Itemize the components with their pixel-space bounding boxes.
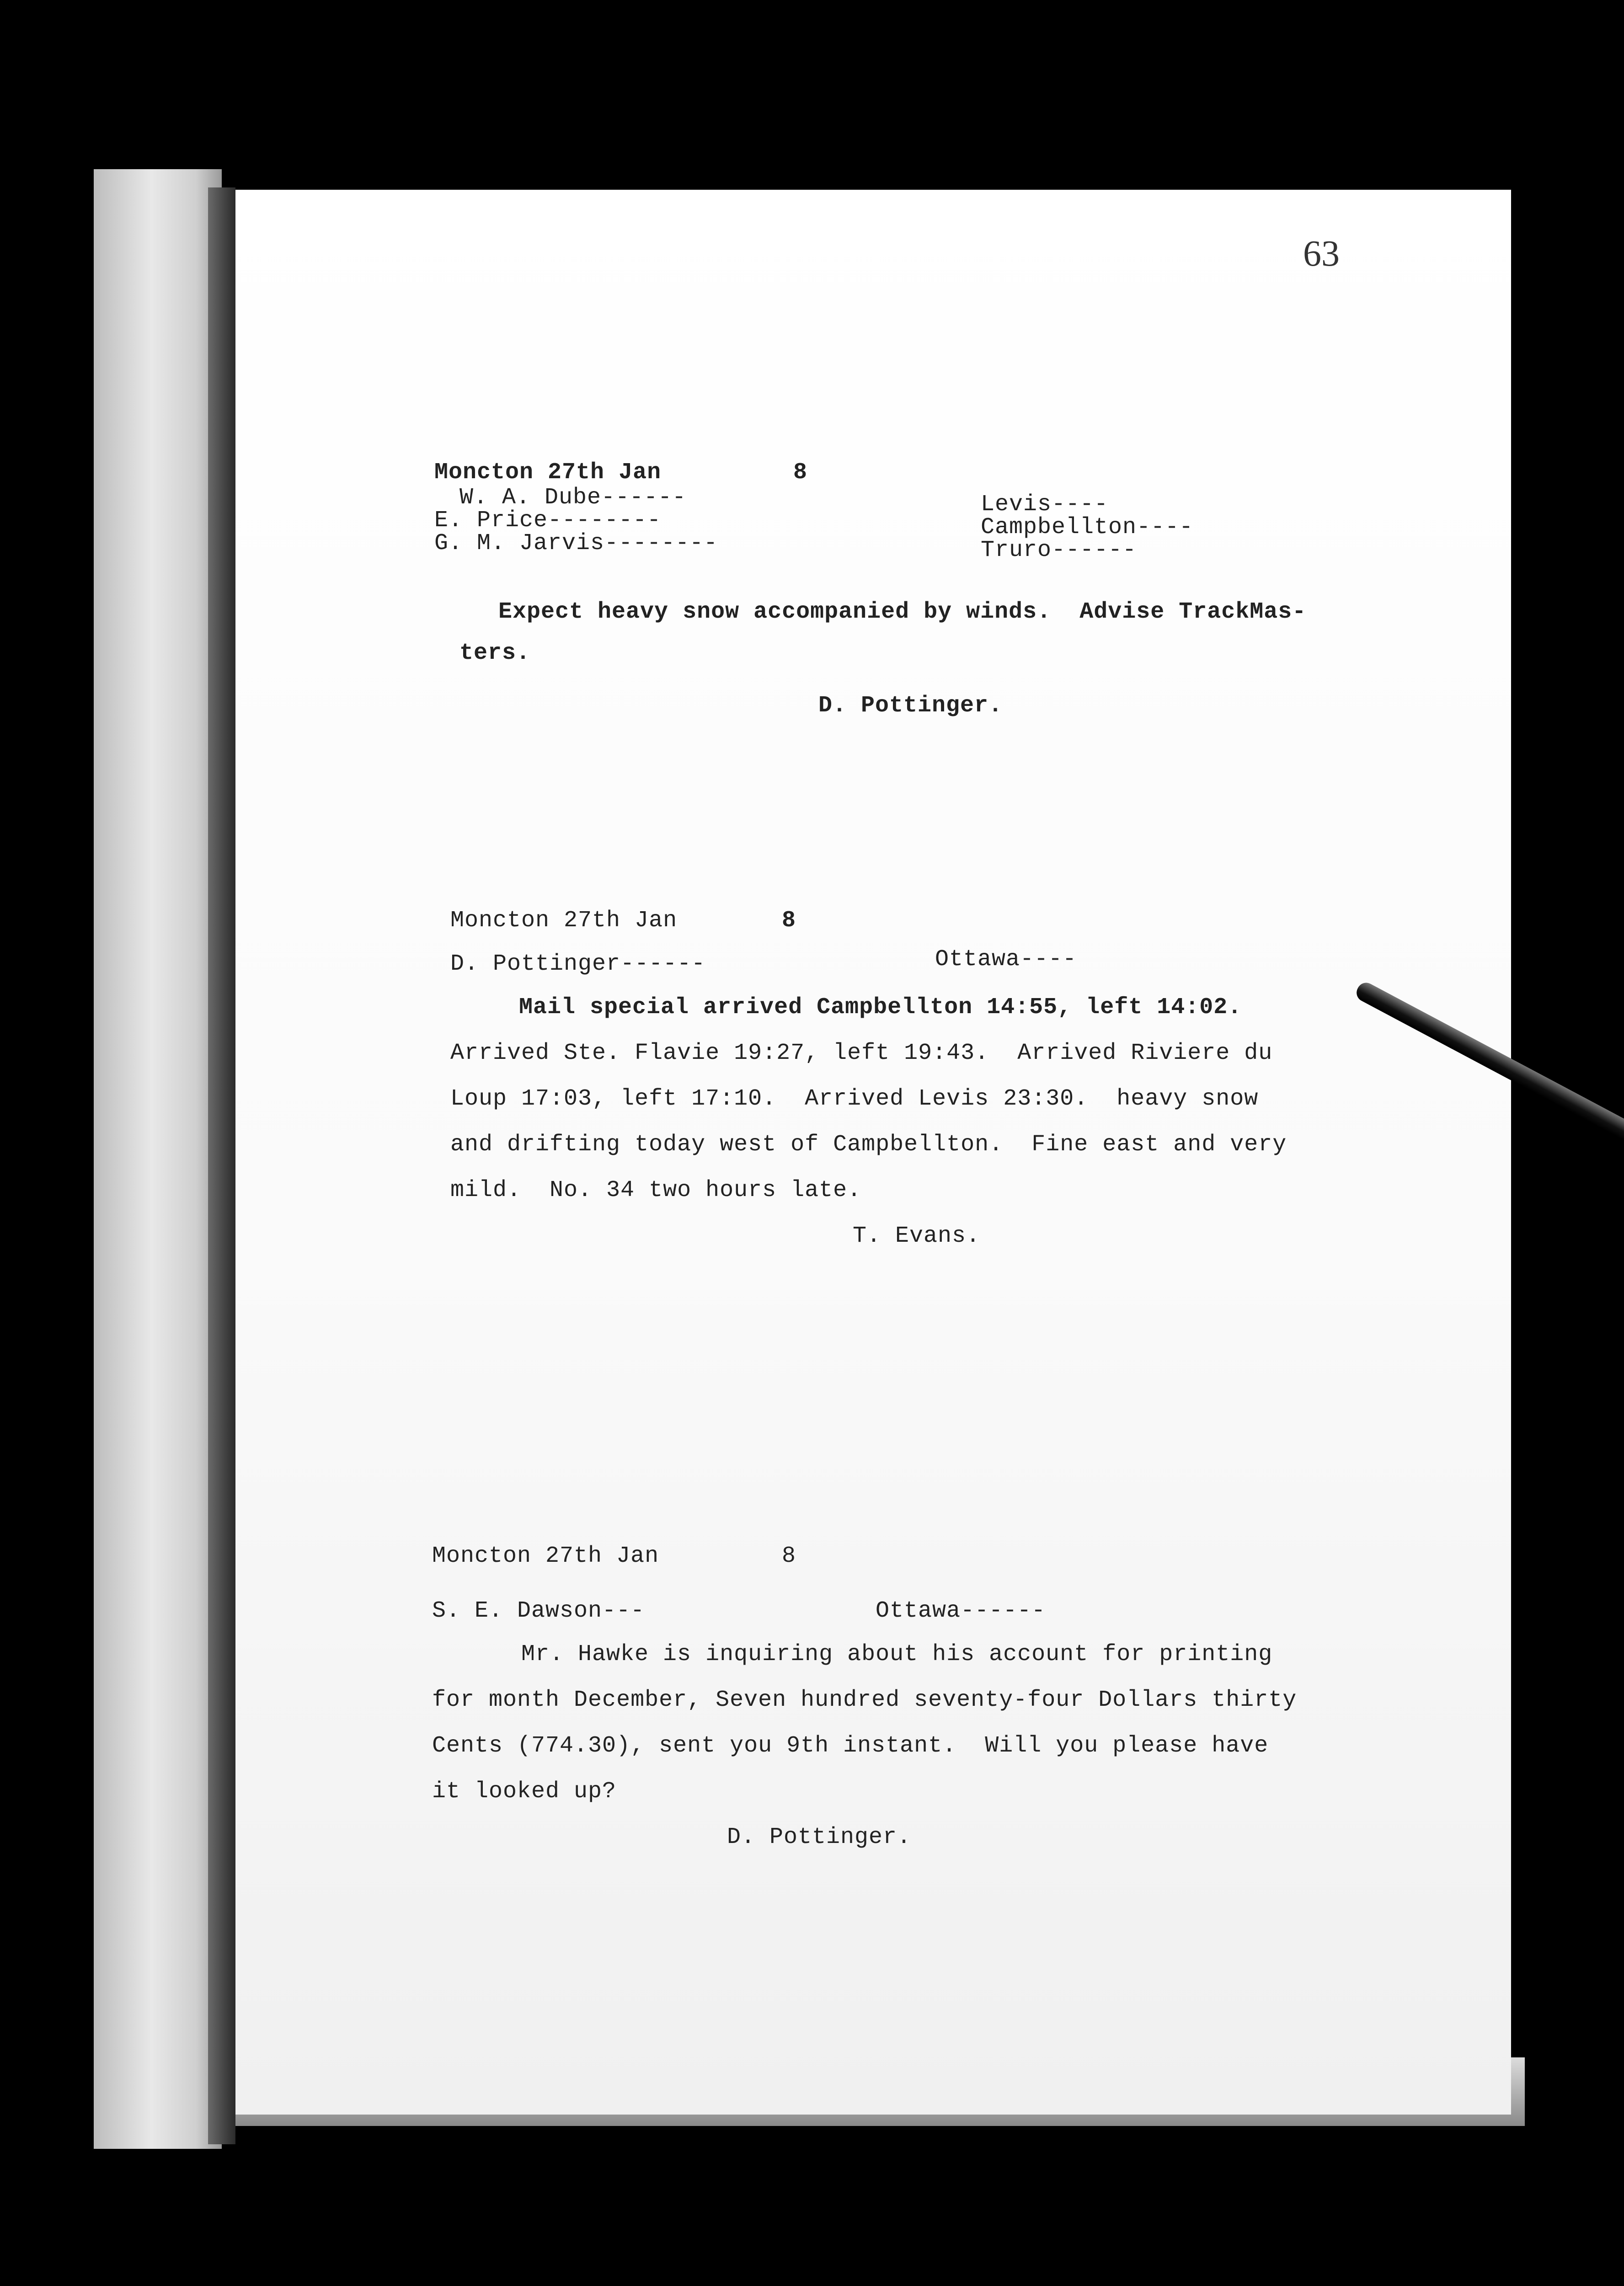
telegram-1-destination: Truro------ — [981, 537, 1137, 563]
telegram-1-body-line: ters. — [459, 640, 531, 666]
telegram-2-signature: T. Evans. — [853, 1223, 981, 1249]
page-number: 63 — [1303, 234, 1340, 274]
book-binding — [94, 169, 222, 2149]
telegram-3-place-date: Moncton 27th Jan — [432, 1543, 659, 1569]
telegram-2-code: 8 — [782, 908, 796, 934]
telegram-3-body-line: Cents (774.30), sent you 9th instant. Will you please have — [432, 1733, 1269, 1759]
telegram-1-place-date: Moncton 27th Jan — [434, 459, 662, 486]
telegram-3-code: 8 — [782, 1543, 796, 1569]
telegram-2-body-line: mild. No. 34 two hours late. — [450, 1177, 862, 1203]
telegram-3-destination: Ottawa------ — [876, 1598, 1046, 1624]
telegram-1-recipient: G. M. Jarvis-------- — [434, 530, 718, 556]
telegram-2-body-line: and drifting today west of Campbellton. Fine east and very — [450, 1132, 1287, 1158]
telegram-2-recipient: D. Pottinger------ — [450, 951, 706, 977]
telegram-1-destination: Levis---- — [981, 491, 1109, 518]
telegram-2-body-line: Mail special arrived Campbellton 14:55, left 14:02. — [519, 994, 1242, 1020]
telegram-1-recipient: W. A. Dube------ — [459, 485, 687, 511]
binding-shadow — [208, 187, 235, 2144]
telegram-3-recipient: S. E. Dawson--- — [432, 1598, 645, 1624]
telegram-2-body-line: Loup 17:03, left 17:10. Arrived Levis 23:30. heavy snow — [450, 1086, 1259, 1112]
telegram-1-body-line: Expect heavy snow accompanied by winds. Advise TrackMas- — [498, 599, 1307, 625]
telegram-3-signature: D. Pottinger. — [727, 1824, 912, 1850]
telegram-2-destination: Ottawa---- — [935, 946, 1077, 972]
telegram-1-signature: D. Pottinger. — [818, 693, 1003, 719]
telegram-3-body-line: for month December, Seven hundred seventy-four Dollars thirty — [432, 1687, 1297, 1713]
telegram-3-body-line: Mr. Hawke is inquiring about his account for printing — [521, 1641, 1273, 1667]
telegram-3-body-line: it looked up? — [432, 1779, 617, 1805]
telegram-2-place-date: Moncton 27th Jan — [450, 908, 678, 934]
telegram-2-body-line: Arrived Ste. Flavie 19:27, left 19:43. Arrived Riviere du — [450, 1040, 1273, 1066]
telegram-1-code: 8 — [793, 459, 808, 486]
telegram-1-recipient: E. Price-------- — [434, 507, 662, 534]
telegram-1-destination: Campbellton---- — [981, 514, 1194, 540]
